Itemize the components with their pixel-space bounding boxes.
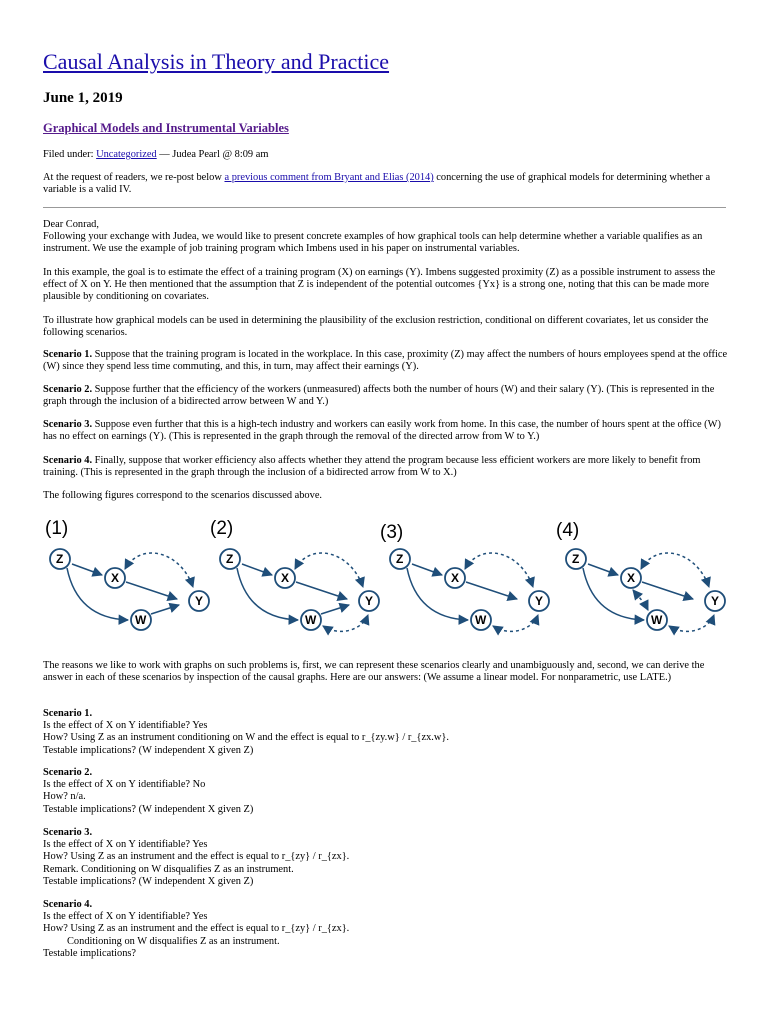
scenario-1-label: Scenario 1. [43, 349, 93, 360]
bidirected-w-y [493, 615, 538, 631]
letter-paragraph-3: To illustrate how graphical models can be used in determining the plausibility of the exclusion restriction, conditional on different covariates, let us consider the following scenarios. [43, 315, 709, 339]
scenario-3-label: Scenario 3. [43, 419, 93, 430]
graph-panel-2 [210, 518, 379, 631]
svg-text:Y: Y [711, 594, 720, 608]
site-title-link[interactable]: Causal Analysis in Theory and Practice [43, 49, 390, 74]
category-link[interactable]: Uncategorized [96, 149, 157, 160]
bidirected-w-x [633, 590, 648, 610]
svg-text:Z: Z [56, 552, 64, 566]
meta-author-time: — Judea Pearl @ 8:09 am [156, 149, 269, 160]
panel-3-label: (3) [380, 522, 404, 543]
edge-x-y [126, 582, 177, 599]
panel-2-label: (2) [210, 518, 234, 539]
answer-2-label: Scenario 2. [43, 767, 93, 778]
node-z [50, 549, 70, 569]
edge-w-y [151, 605, 179, 614]
letter-paragraph-2: In this example, the goal is to estimate the effect of a training program (X) on earnings (Y). Imbens suggested proximity (Z) as a possible instrument to assess the effect of X on Y. He then mentioned that the assumption that Z is independent of the potential outcomes {Yx} is a strong one, noting that this can be made more plausible by conditioning on covariates. [43, 267, 716, 303]
answer-1-line-3: Testable implications? (W independent X given Z) [43, 744, 254, 756]
scenario-1-paragraph [43, 349, 728, 373]
svg-text:W: W [651, 613, 663, 627]
node-x [621, 568, 641, 588]
post-meta [43, 149, 728, 161]
node-y [189, 591, 209, 611]
scenario-1-text: Suppose that the training program is located in the workplace. In this case, proximity (Z) may affect the numbers of hours employees spend at the office (W) since they spend less time commuting, and this, in turn, may affect their earnings (Y). [43, 349, 728, 373]
node-z [566, 549, 586, 569]
svg-text:Y: Y [365, 594, 374, 608]
bidirected-x-y [465, 553, 533, 587]
svg-text:Z: Z [396, 552, 404, 566]
edge-x-y [642, 582, 693, 599]
node-x [275, 568, 295, 588]
answer-4-label: Scenario 4. [43, 899, 93, 910]
post-date: June 1, 2019 [43, 90, 123, 106]
scenario-2-text: Suppose further that the efficiency of the workers (unmeasured) affects both the number of hours (W) and their salary (Y). (This is represented in the graph through the inclusion of a bidirected arrow between W and Y.) [43, 384, 715, 408]
edge-z-x [72, 564, 102, 575]
edge-x-y [296, 582, 347, 599]
answer-3-line-2: How? Using Z as an instrument and the effect is equal to r_{zy} / r_{zx}. [43, 851, 350, 863]
svg-text:X: X [111, 571, 120, 585]
answer-1-line-1: Is the effect of X on Y identifiable? Yes [43, 720, 208, 732]
post-title-link[interactable]: Graphical Models and Instrumental Variables [43, 121, 289, 135]
node-y [529, 591, 549, 611]
scenario-3-text: Suppose even further that this is a high-tech industry and workers can easily work from home. In this case, the number of hours spent at the office (W) has no effect on earnings (Y). (This is represented in the graph through the removal of the directed arrow from W to Y.) [43, 419, 721, 443]
svg-text:Z: Z [226, 552, 234, 566]
bidirected-w-y [669, 615, 714, 631]
answer-scenario-2 [43, 767, 728, 816]
node-x [105, 568, 125, 588]
panel-1-label: (1) [45, 518, 69, 539]
svg-text:Y: Y [195, 594, 204, 608]
divider [43, 207, 726, 208]
scenario-4-paragraph [43, 455, 728, 479]
svg-text:Z: Z [572, 552, 580, 566]
scenario-2-paragraph [43, 384, 728, 408]
scenario-3-paragraph [43, 419, 728, 443]
scenario-4-text: Finally, suppose that worker efficiency also affects whether they attend the program because less efficient workers are more likely to benefit from training. (This is represented in the graph through the inclusion of a bidirected arrow from W to X.) [43, 455, 701, 479]
answer-3-line-1: Is the effect of X on Y identifiable? Yes [43, 839, 208, 851]
graph-panel-4 [556, 520, 725, 631]
svg-text:Y: Y [535, 594, 544, 608]
bidirected-w-y [323, 615, 368, 631]
node-w [131, 610, 151, 630]
answer-scenario-4 [43, 899, 728, 960]
reasons-paragraph: The reasons we like to work with graphs on such problems is, first, we can represent these scenarios clearly and unambiguously and, second, we can derive the answer in each of these scenarios by inspection of the causal graphs. Here are our answers: (We assume a linear model. For nonparametric, use LATE.) [43, 660, 705, 684]
bidirected-x-y [295, 553, 363, 587]
intro-before: At the request of readers, we re-post below [43, 172, 225, 183]
scenario-4-label: Scenario 4. [43, 455, 93, 466]
svg-text:X: X [451, 571, 460, 585]
node-y [359, 591, 379, 611]
bidirected-x-y [641, 553, 709, 587]
edge-x-y [466, 582, 517, 599]
svg-text:W: W [475, 613, 487, 627]
meta-prefix: Filed under: [43, 149, 97, 160]
answer-2-line-2: How? n/a. [43, 791, 86, 803]
answer-1-line-2: How? Using Z as an instrument conditioning on W and the effect is equal to r_{zy.w} / r_{zx.w}. [43, 732, 449, 744]
bidirected-x-y [125, 553, 193, 587]
intro-paragraph [43, 172, 728, 196]
letter-paragraph-1: Following your exchange with Judea, we would like to present concrete examples of how graphical tools can help determine whether a variable qualifies as an instrument. We use the example of job training program which Imbens used in his paper on instrumental variables. [43, 231, 703, 255]
answer-3-line-3: Remark. Conditioning on W disqualifies Z as an instrument. [43, 863, 294, 875]
node-w [471, 610, 491, 630]
graph-panel-3 [380, 522, 549, 631]
figures-intro: The following figures correspond to the scenarios discussed above. [43, 490, 323, 501]
node-y [705, 591, 725, 611]
node-z [220, 549, 240, 569]
svg-text:X: X [281, 571, 290, 585]
answer-4-line-3: Conditioning on W disqualifies Z as an instrument. [67, 935, 280, 947]
edge-z-x [588, 564, 618, 575]
svg-text:W: W [305, 613, 317, 627]
node-z [390, 549, 410, 569]
answer-scenario-3 [43, 827, 728, 888]
node-w [301, 610, 321, 630]
scenario-graphs-figure [40, 512, 730, 642]
answer-1-label: Scenario 1. [43, 708, 93, 719]
answer-3-line-4: Testable implications? (W independent X given Z) [43, 875, 254, 887]
answer-3-label: Scenario 3. [43, 827, 93, 838]
graph-panel-1 [45, 518, 209, 630]
scenario-2-label: Scenario 2. [43, 384, 93, 395]
node-x [445, 568, 465, 588]
edge-w-y [321, 605, 349, 614]
answer-2-line-3: Testable implications? (W independent X given Z) [43, 803, 254, 815]
letter-greeting: Dear Conrad, [43, 219, 99, 230]
svg-text:W: W [135, 613, 147, 627]
answer-scenario-1 [43, 708, 728, 757]
node-w [647, 610, 667, 630]
answer-4-line-1: Is the effect of X on Y identifiable? Yes [43, 911, 208, 923]
intro-after: concerning the use of graphical models for determining whether a variable is a valid IV. [43, 172, 711, 196]
previous-comment-link[interactable]: a previous comment from Bryant and Elias (2014) [224, 172, 434, 183]
answer-4-line-4: Testable implications? [43, 947, 137, 959]
answer-2-line-1: Is the effect of X on Y identifiable? No [43, 779, 206, 791]
answer-4-line-2: How? Using Z as an instrument and the effect is equal to r_{zy} / r_{zx}. [43, 923, 350, 935]
edge-z-x [242, 564, 272, 575]
edge-z-x [412, 564, 442, 575]
panel-4-label: (4) [556, 520, 580, 541]
svg-text:X: X [627, 571, 636, 585]
